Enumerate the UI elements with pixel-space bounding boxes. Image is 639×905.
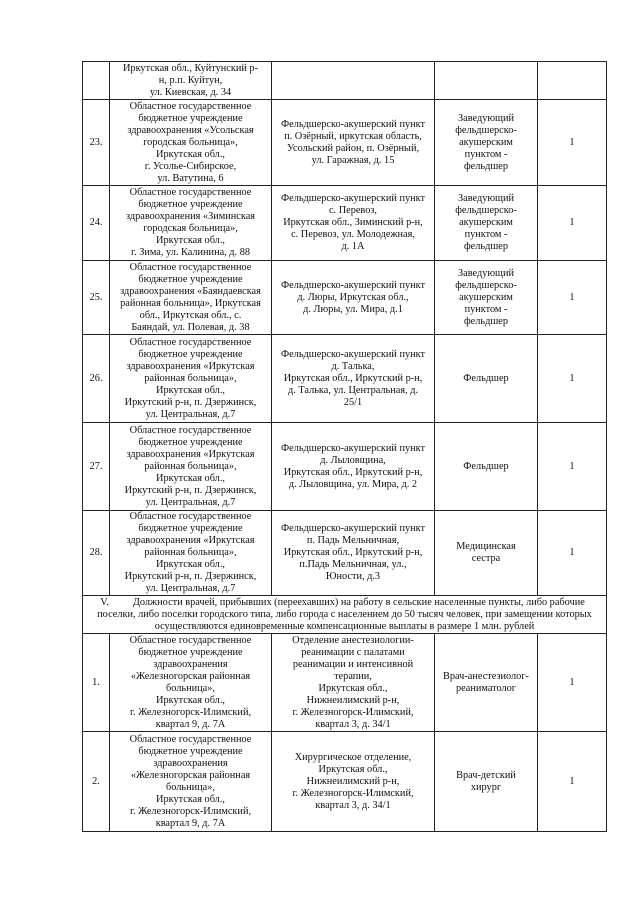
- organization-cell: Областное государственное бюджетное учреждение здравоохранения «Железногорская районная больница», Иркутская обл., г. Железногорск-Илимский, квартал 9, д. 7А: [110, 634, 272, 732]
- table-row: [83, 62, 607, 100]
- workplace-cell: Фельдшерско-акушерский пункт п. Озёрный, иркутская область, Усольский район, п. Озёрный, ул. Гаражная, д. 15: [272, 100, 435, 186]
- organization-cell: Областное государственное бюджетное учреждение здравоохранения «Баяндаевская районная больница», Иркутская обл., Иркутская обл., с. Баяндай, ул. Полевая, д. 38: [110, 261, 272, 335]
- workplace-cell: Фельдшерско-акушерский пункт п. Падь Мельничная, Иркутская обл., Иркутский р-н, п.Падь Мельничная, ул., Юности, д.3: [272, 511, 435, 596]
- position-cell: Фельдшер: [435, 335, 538, 423]
- section-header-row: [83, 596, 607, 634]
- row-number: 28.: [83, 511, 110, 596]
- count-cell: [538, 62, 607, 100]
- table-row: [83, 261, 607, 335]
- row-number: 24.: [83, 186, 110, 261]
- organization-cell: Областное государственное бюджетное учреждение здравоохранения «Железногорская районная больница», Иркутская обл., г. Железногорск-Илимский, квартал 9, д. 7А: [110, 732, 272, 832]
- table-row: [83, 423, 607, 511]
- workplace-cell: Хирургическое отделение, Иркутская обл., Нижнеилимский р-н, г. Железногорск-Илимский, квартал 3, д. 34/1: [272, 732, 435, 832]
- organization-cell: Областное государственное бюджетное учреждение здравоохранения «Иркутская районная больница», Иркутская обл., Иркутский р-н, п. Дзержинск, ул. Центральная, д.7: [110, 335, 272, 423]
- table-row: [83, 100, 607, 186]
- organization-cell: Иркутская обл., Куйтунский р- н, р.п. Куйтун, ул. Киевская, д. 34: [110, 62, 272, 100]
- table-row: [83, 732, 607, 832]
- count-cell: 1: [538, 423, 607, 511]
- positions-table: [82, 61, 607, 832]
- workplace-cell: Фельдшерско-акушерский пункт д. Люры, Иркутская обл., д. Люры, ул. Мира, д.1: [272, 261, 435, 335]
- workplace-cell: Отделение анестезиологии- реанимации с палатами реанимации и интенсивной терапии, Иркутская обл., Нижнеилимский р-н, г. Железногорск-Илимский, квартал 3, д. 34/1: [272, 634, 435, 732]
- organization-cell: Областное государственное бюджетное учреждение здравоохранения «Усольская городская больница», Иркутская обл., г. Усолье-Сибирское, ул. Ватутина, 6: [110, 100, 272, 186]
- section-heading: [83, 596, 607, 634]
- row-number: 26.: [83, 335, 110, 423]
- workplace-cell: Фельдшерско-акушерский пункт с. Перевоз, Иркутская обл., Зиминский р-н, с. Перевоз, ул. Молодежная, д. 1А: [272, 186, 435, 261]
- position-cell: Заведующий фельдшерско- акушерским пунктом - фельдшер: [435, 100, 538, 186]
- row-number: 23.: [83, 100, 110, 186]
- table-row: [83, 186, 607, 261]
- organization-cell: Областное государственное бюджетное учреждение здравоохранения «Иркутская районная больница», Иркутская обл., Иркутский р-н, п. Дзержинск, ул. Центральная, д.7: [110, 423, 272, 511]
- position-cell: Врач-анестезиолог- реаниматолог: [435, 634, 538, 732]
- position-cell: Заведующий фельдшерско- акушерским пунктом - фельдшер: [435, 261, 538, 335]
- section-text: Должности врачей, прибывших (переехавших) на работу в сельские населенные пункты, либо рабочие поселки, либо поселки городского типа, либо города с населением до 50 тысяч человек, при замещении которых осуществляются единовременные компенсационные выплаты в размере 1 млн. рублей: [97, 596, 592, 632]
- workplace-cell: Фельдшерско-акушерский пункт д. Лыловщина, Иркутская обл., Иркутский р-н, д. Лыловщина, ул. Мира, д. 2: [272, 423, 435, 511]
- row-number: 2.: [83, 732, 110, 832]
- count-cell: 1: [538, 511, 607, 596]
- table-body: [83, 62, 607, 832]
- position-cell: Фельдшер: [435, 423, 538, 511]
- position-cell: Врач-детский хирург: [435, 732, 538, 832]
- table-row: [83, 511, 607, 596]
- organization-cell: Областное государственное бюджетное учреждение здравоохранения «Иркутская районная больница», Иркутская обл., Иркутский р-н, п. Дзержинск, ул. Центральная, д.7: [110, 511, 272, 596]
- row-number: 25.: [83, 261, 110, 335]
- row-number: 1.: [83, 634, 110, 732]
- count-cell: 1: [538, 634, 607, 732]
- organization-cell: Областное государственное бюджетное учреждение здравоохранения «Зиминская городская больница», Иркутская обл., г. Зима, ул. Калинина, д. 88: [110, 186, 272, 261]
- count-cell: 1: [538, 261, 607, 335]
- count-cell: 1: [538, 732, 607, 832]
- count-cell: 1: [538, 186, 607, 261]
- section-number: V.: [100, 596, 109, 608]
- count-cell: 1: [538, 335, 607, 423]
- row-number: 27.: [83, 423, 110, 511]
- position-cell: Заведующий фельдшерско- акушерским пунктом - фельдшер: [435, 186, 538, 261]
- position-cell: Медицинская сестра: [435, 511, 538, 596]
- table-row: [83, 335, 607, 423]
- workplace-cell: [272, 62, 435, 100]
- table-row: [83, 634, 607, 732]
- position-cell: [435, 62, 538, 100]
- row-number: [83, 62, 110, 100]
- workplace-cell: Фельдшерско-акушерский пункт д. Талька, Иркутская обл., Иркутский р-н, д. Талька, ул. Центральная, д. 25/1: [272, 335, 435, 423]
- count-cell: 1: [538, 100, 607, 186]
